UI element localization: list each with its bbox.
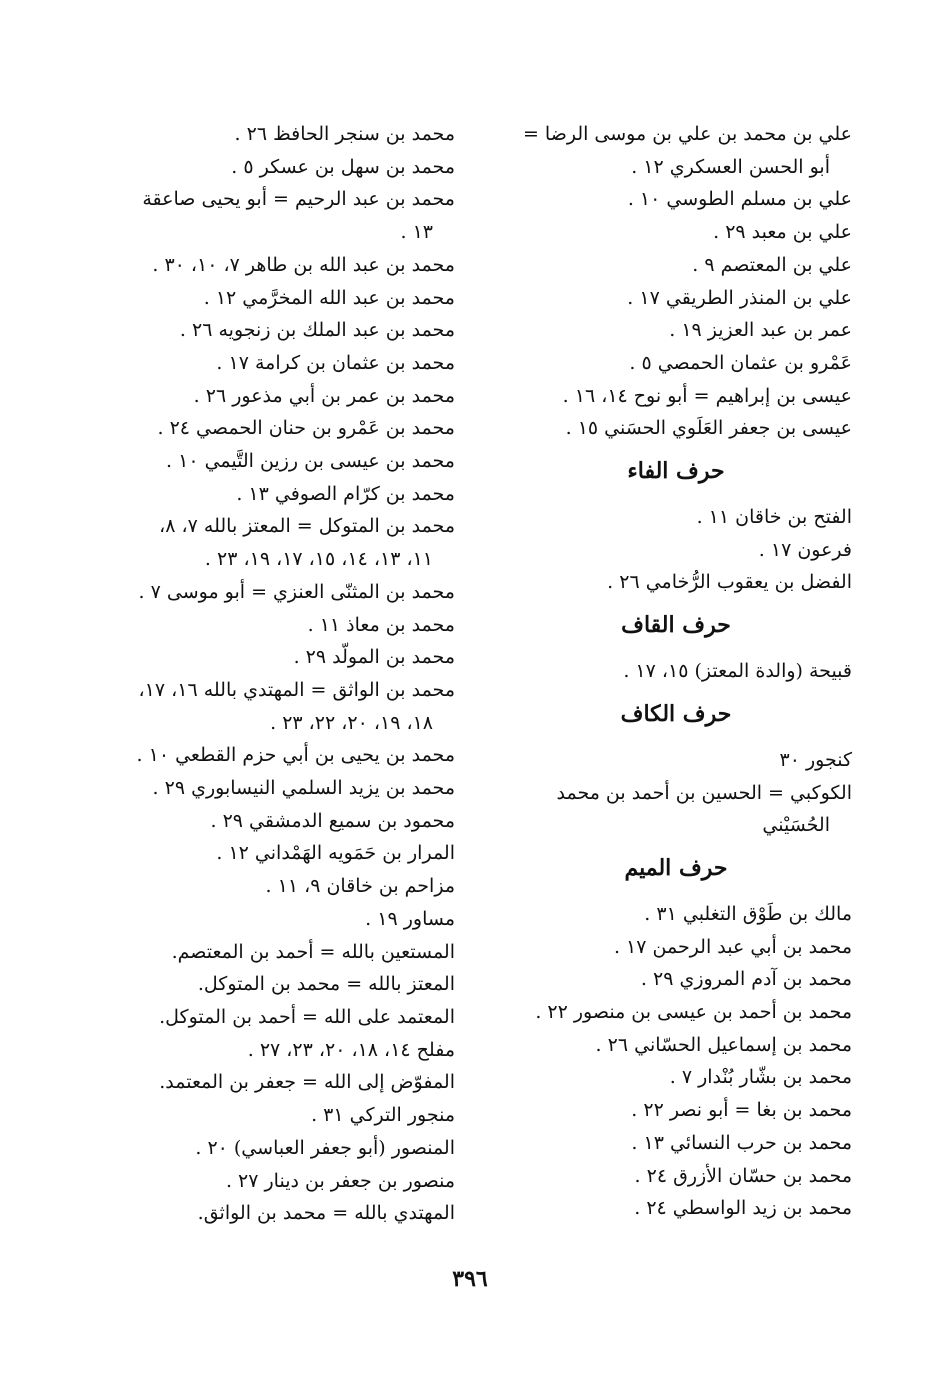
entry-line: محمد بن عمر بن أبي مذعور ٢٦ .	[193, 384, 455, 407]
index-entry	[100, 347, 455, 380]
index-entry	[100, 151, 455, 184]
index-entry	[500, 183, 852, 216]
entry-line: محمد بن المثنّى العنزي = أبو موسى ٧ .	[138, 580, 455, 603]
entry-continuation: ١١، ١٣، ١٤، ١٥، ١٧، ١٩، ٢٣ .	[204, 548, 433, 571]
index-entry	[100, 968, 455, 1001]
index-entry	[100, 739, 455, 772]
page-number: ٣٩٦	[452, 1266, 488, 1292]
index-entry	[500, 931, 852, 964]
entry-line: محمد بن الواثق = المهتدي بالله ١٦، ١٧،	[138, 678, 455, 701]
entry-line: محمد بن عبد الله بن طاهر ٧، ١٠، ٣٠ .	[152, 253, 455, 276]
entry-line: المرار بن حَمَويه الهَمْداني ١٢ .	[216, 842, 455, 865]
entry-line: المستعين بالله = أحمد بن المعتصم.	[171, 940, 455, 963]
entry-line: عمر بن عبد العزيز ١٩ .	[669, 319, 852, 342]
entry-line: محمد بن عبد الملك بن زنجويه ٢٦ .	[179, 319, 455, 342]
index-entry	[500, 655, 852, 688]
index-entry	[500, 347, 852, 380]
entry-line: علي بن معبد ٢٩ .	[713, 221, 852, 244]
index-entry	[100, 412, 455, 445]
index-entry	[500, 1029, 852, 1062]
index-entry	[100, 609, 455, 642]
entry-line: المفوّض إلى الله = جعفر بن المعتمد.	[159, 1071, 455, 1094]
entry-line: مالك بن طَوْق التغلبي ٣١ .	[644, 902, 852, 925]
index-entry	[100, 772, 455, 805]
index-entry	[500, 118, 852, 183]
entry-line: الفتح بن خاقان ١١ .	[696, 506, 852, 529]
entry-line: علي بن المنذر الطريقي ١٧ .	[627, 286, 852, 309]
entry-line: محمود بن سميع الدمشقي ٢٩ .	[210, 809, 455, 832]
entry-line: محمد بن معاذ ١١ .	[307, 613, 455, 636]
entry-line: محمد بن يحيى بن أبي حزم القطعي ١٠ .	[136, 744, 455, 767]
section-heading: حرف القاف	[621, 612, 731, 639]
index-entry	[500, 380, 852, 413]
index-entry	[500, 898, 852, 931]
entry-line: فرعون ١٧ .	[758, 538, 852, 561]
index-entry	[500, 534, 852, 567]
entry-line: علي بن مسلم الطوسي ١٠ .	[627, 188, 852, 211]
entry-line: محمد بن عثمان بن كرامة ١٧ .	[216, 351, 455, 374]
entry-line: محمد بن سنجر الحافظ ٢٦ .	[234, 123, 455, 145]
index-entry	[500, 1094, 852, 1127]
index-entry	[100, 1001, 455, 1034]
index-entry	[100, 870, 455, 903]
index-entry	[100, 314, 455, 347]
entry-line: محمد بن إسماعيل الحسّاني ٢٦ .	[595, 1033, 852, 1056]
entry-line: محمد بن عيسى بن رزين التَّيمي ١٠ .	[166, 450, 455, 473]
index-column-right	[500, 118, 852, 1225]
entry-line: مفلح ١٤، ١٨، ٢٠، ٢٣، ٢٧ .	[247, 1038, 455, 1061]
entry-line: محمد بن المتوكل = المعتز بالله ٧، ٨،	[159, 515, 455, 538]
index-entry	[500, 216, 852, 249]
entry-line: عيسى بن جعفر العَلَوي الحسَني ١٥ .	[565, 417, 852, 440]
index-entry	[100, 1132, 455, 1165]
section-heading: حرف الميم	[624, 854, 728, 881]
entry-line: المعتز بالله = محمد بن المتوكل.	[197, 973, 455, 996]
index-entry	[500, 777, 852, 842]
entry-line: عَمْرو بن عثمان الحمصي ٥ .	[629, 351, 852, 374]
entry-line: محمد بن آدم المروزي ٢٩ .	[640, 968, 852, 991]
index-entry	[100, 445, 455, 478]
index-entry	[100, 576, 455, 609]
entry-line: محمد بن بغا = أبو نصر ٢٢ .	[631, 1099, 852, 1122]
index-entry	[500, 1160, 852, 1193]
index-entry	[100, 805, 455, 838]
entry-line: علي بن المعتصم ٩ .	[692, 253, 852, 276]
index-entry	[100, 936, 455, 969]
entry-line: كنجور ٣٠	[779, 748, 852, 771]
index-entry	[500, 744, 852, 777]
index-entry	[100, 183, 455, 248]
index-entry	[500, 412, 852, 445]
entry-line: الكوكبي = الحسين بن أحمد بن محمد	[556, 781, 852, 804]
section-heading: حرف الكاف	[620, 700, 732, 727]
entry-continuation: ١٨، ١٩، ٢٠، ٢٢، ٢٣ .	[270, 711, 433, 734]
entry-line: الفضل بن يعقوب الرُّخامي ٢٦ .	[607, 571, 852, 594]
entry-line: مساور ١٩ .	[365, 907, 455, 930]
entry-line: محمد بن أبي عبد الرحمن ١٧ .	[613, 935, 852, 958]
index-entry	[100, 478, 455, 511]
entry-line: المهتدي بالله = محمد بن الواثق.	[197, 1202, 455, 1225]
index-entry	[500, 1127, 852, 1160]
index-entry	[500, 282, 852, 315]
index-entry	[500, 314, 852, 347]
entry-line: منجور التركي ٣١ .	[311, 1104, 455, 1127]
entry-continuation: ١٣ .	[400, 221, 433, 244]
index-entry	[500, 996, 852, 1029]
index-entry	[500, 501, 852, 534]
index-entry	[500, 1061, 852, 1094]
index-entry	[100, 1165, 455, 1198]
entry-line: قبيحة (والدة المعتز) ١٥، ١٧ .	[623, 660, 852, 683]
index-entry	[500, 566, 852, 599]
index-entry	[500, 963, 852, 996]
index-entry	[100, 674, 455, 739]
entry-continuation: أبو الحسن العسكري ١٢ .	[631, 155, 830, 178]
entry-line: محمد بن زيد الواسطي ٢٤ .	[634, 1197, 852, 1220]
index-entry	[100, 282, 455, 315]
entry-line: منصور بن جعفر بن دينار ٢٧ .	[225, 1169, 455, 1192]
index-entry	[100, 1066, 455, 1099]
entry-line: محمد بن عبد الله المخرَّمي ١٢ .	[203, 286, 455, 309]
section-heading: حرف الفاء	[627, 458, 725, 485]
entry-line: محمد بن عبد الرحيم = أبو يحيى صاعقة	[142, 188, 455, 211]
entry-line: المنصور (أبو جعفر العباسي) ٢٠ .	[195, 1136, 455, 1159]
entry-line: محمد بن سهل بن عسكر ٥ .	[231, 155, 455, 178]
entry-line: محمد بن حرب النسائي ١٣ .	[631, 1131, 852, 1154]
index-entry	[100, 641, 455, 674]
index-entry	[500, 1192, 852, 1225]
entry-line: علي بن محمد بن علي بن موسى الرضا =	[522, 123, 852, 145]
index-entry	[100, 1197, 455, 1230]
entry-line: مزاحم بن خاقان ٩، ١١ .	[265, 875, 455, 898]
entry-line: محمد بن عَمْرو بن حنان الحمصي ٢٤ .	[157, 417, 455, 440]
entry-line: محمد بن أحمد بن عيسى بن منصور ٢٢ .	[535, 1001, 852, 1024]
index-column-left	[100, 118, 455, 1230]
entry-line: محمد بن حسّان الأزرق ٢٤ .	[634, 1164, 852, 1187]
index-entry	[100, 1099, 455, 1132]
index-entry	[100, 249, 455, 282]
index-entry	[100, 510, 455, 575]
index-entry	[100, 903, 455, 936]
entry-line: محمد بن يزيد السلمي النيسابوري ٢٩ .	[152, 777, 455, 800]
entry-line: عيسى بن إبراهيم = أبو نوح ١٤، ١٦ .	[562, 384, 852, 407]
entry-line: المعتمد على الله = أحمد بن المتوكل.	[159, 1005, 455, 1028]
entry-line: محمد بن بشّار بُنْدار ٧ .	[669, 1066, 852, 1089]
index-entry	[100, 837, 455, 870]
index-entry	[100, 1034, 455, 1067]
index-entry	[100, 118, 455, 151]
index-entry	[100, 380, 455, 413]
entry-line: محمد بن المولّد ٢٩ .	[293, 646, 455, 669]
entry-line: محمد بن كرّام الصوفي ١٣ .	[236, 482, 455, 505]
index-entry	[500, 249, 852, 282]
entry-continuation: الحُسَيْني	[762, 814, 830, 837]
